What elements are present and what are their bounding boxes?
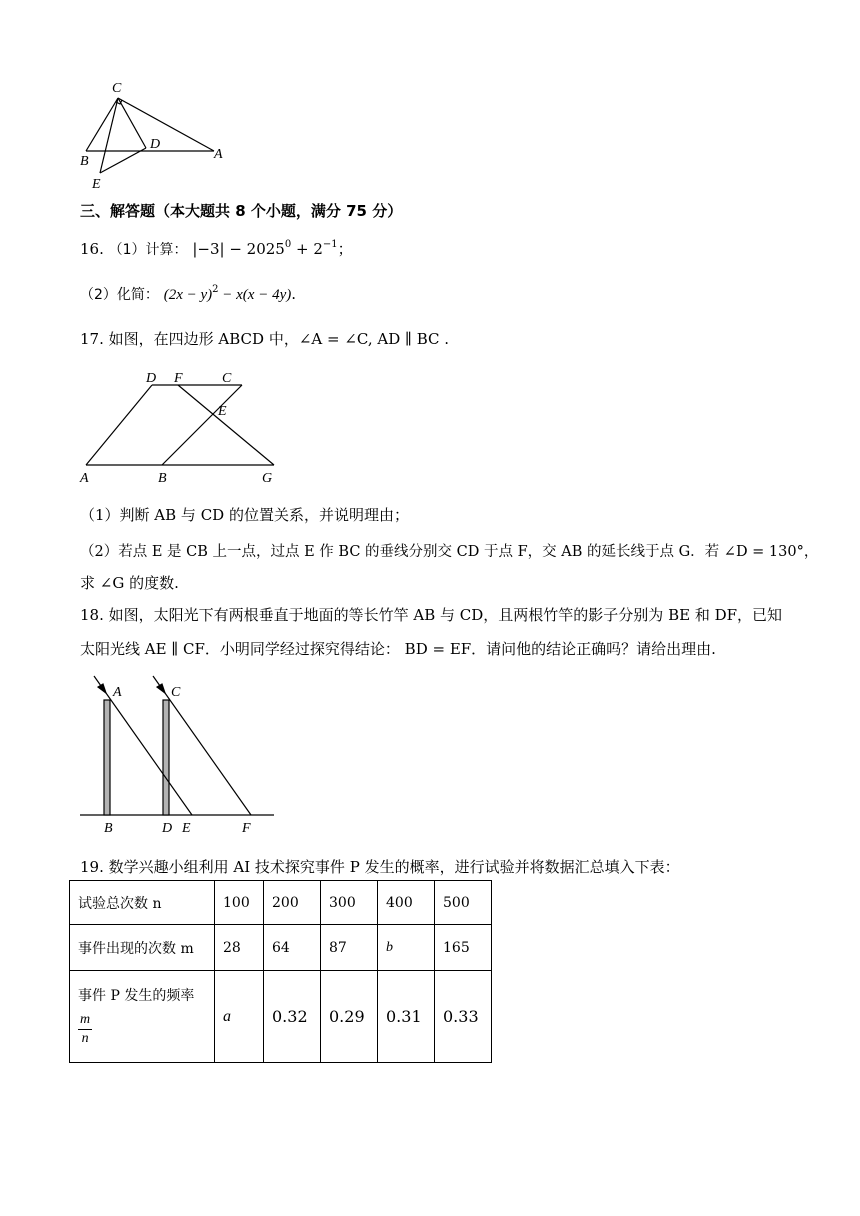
frequency-table (69, 880, 492, 1063)
table-cell: 0.31 (378, 971, 435, 1063)
label-E: E (92, 177, 101, 192)
q16-p1-end: ； (337, 240, 353, 258)
label-A: A (80, 471, 89, 486)
row-header-occurrences: 事件出现的次数 m (70, 925, 215, 971)
q17-number: 17. (80, 330, 104, 348)
label-D: D (150, 137, 161, 152)
q19-number: 19. (80, 858, 104, 876)
figure-q15-triangle (76, 78, 236, 193)
q17-stem (80, 328, 449, 349)
table-row (70, 971, 492, 1063)
table-cell: 28 (215, 925, 264, 971)
table-cell: 64 (264, 925, 321, 971)
q18-stem-line2: 太阳光线 AE ∥ CF．小明同学经过探究得结论： BD = EF．请问他的结论正确吗？请给出理由. (80, 640, 716, 658)
q17-stem-text: 如图，在四边形 ABCD 中，∠A = ∠C, AD ∥ BC . (108, 330, 450, 348)
figure-q18-bamboo-poles (76, 670, 280, 840)
q16-p2-expr-a: (2x − y) (163, 287, 213, 303)
row-header-frequency-label: 事件 P 发生的频率 (78, 988, 195, 1004)
row-header-frequency (70, 971, 215, 1063)
table-row (70, 925, 492, 971)
table-cell: 0.33 (435, 971, 492, 1063)
q17-part2-cont: 求 ∠G 的度数. (80, 574, 179, 592)
label-D: D (146, 371, 157, 386)
table-cell: 100 (215, 881, 264, 925)
label-C: C (222, 371, 232, 386)
q16-p2-exp2: 2 (212, 284, 219, 295)
label-C: C (171, 685, 181, 700)
label-B: B (158, 471, 167, 486)
table-row (70, 881, 492, 925)
table-cell: 165 (435, 925, 492, 971)
q17-part2: （2）若点 E 是 CB 上一点，过点 E 作 BC 的垂线分别交 CD 于点 F，交 AB 的延长线于点 G．若 ∠D = 130°， (80, 544, 819, 560)
table-cell: 0.29 (321, 971, 378, 1063)
q16-p1-expr-a: |−3| − 2025 (192, 240, 285, 258)
label-A: A (113, 685, 122, 700)
label-A: A (214, 147, 223, 162)
fraction-numerator: m (78, 1011, 92, 1030)
label-E: E (182, 821, 191, 836)
table-cell: a (215, 971, 264, 1063)
table-cell: 500 (435, 881, 492, 925)
row-header-trials: 试验总次数 n (70, 881, 215, 925)
table-cell: 0.32 (264, 971, 321, 1063)
q16-p1-prefix: （1）计算： (108, 242, 188, 258)
q16-p1-expr-b: + 2 (291, 240, 323, 258)
fraction-m-over-n (78, 1011, 92, 1048)
table-cell: 400 (378, 881, 435, 925)
label-C: C (112, 81, 122, 96)
figure-q17-quadrilateral (76, 366, 296, 490)
table-cell: 87 (321, 925, 378, 971)
q16-part1 (80, 238, 353, 259)
q16-number: 16. (80, 240, 104, 258)
label-D: D (162, 821, 173, 836)
table-cell: 200 (264, 881, 321, 925)
q16-part2 (80, 284, 296, 304)
label-F: F (174, 371, 183, 386)
section-heading: 三、解答题（本大题共 8 个小题，满分 75 分） (80, 202, 403, 220)
q16-p2-end: . (291, 285, 297, 303)
q16-p2-expr-b: − x(x − 4y) (218, 287, 292, 303)
q19-stem-text: 数学兴趣小组利用 AI 技术探究事件 P 发生的概率，进行试验并将数据汇总填入下表： (108, 858, 680, 876)
label-B: B (80, 154, 89, 169)
q18-number: 18. (80, 606, 104, 624)
q17-part1: （1）判断 AB 与 CD 的位置关系，并说明理由； (80, 506, 409, 524)
q19-stem (80, 856, 680, 877)
table-cell: b (378, 925, 435, 971)
q16-p1-exp0: 0 (284, 239, 292, 250)
q16-p2-prefix: （2）化简： (80, 287, 159, 303)
q18-stem-line1 (80, 604, 782, 625)
q18-stem-text1: 如图，太阳光下有两根垂直于地面的等长竹竿 AB 与 CD，且两根竹竿的影子分别为 BE 和 DF，已知 (108, 606, 783, 624)
label-G: G (262, 471, 273, 486)
label-E: E (218, 404, 227, 419)
q16-p1-exp1: −1 (322, 239, 338, 250)
label-F: F (242, 821, 251, 836)
table-cell: 300 (321, 881, 378, 925)
label-B: B (104, 821, 113, 836)
fraction-denominator: n (81, 1031, 89, 1046)
